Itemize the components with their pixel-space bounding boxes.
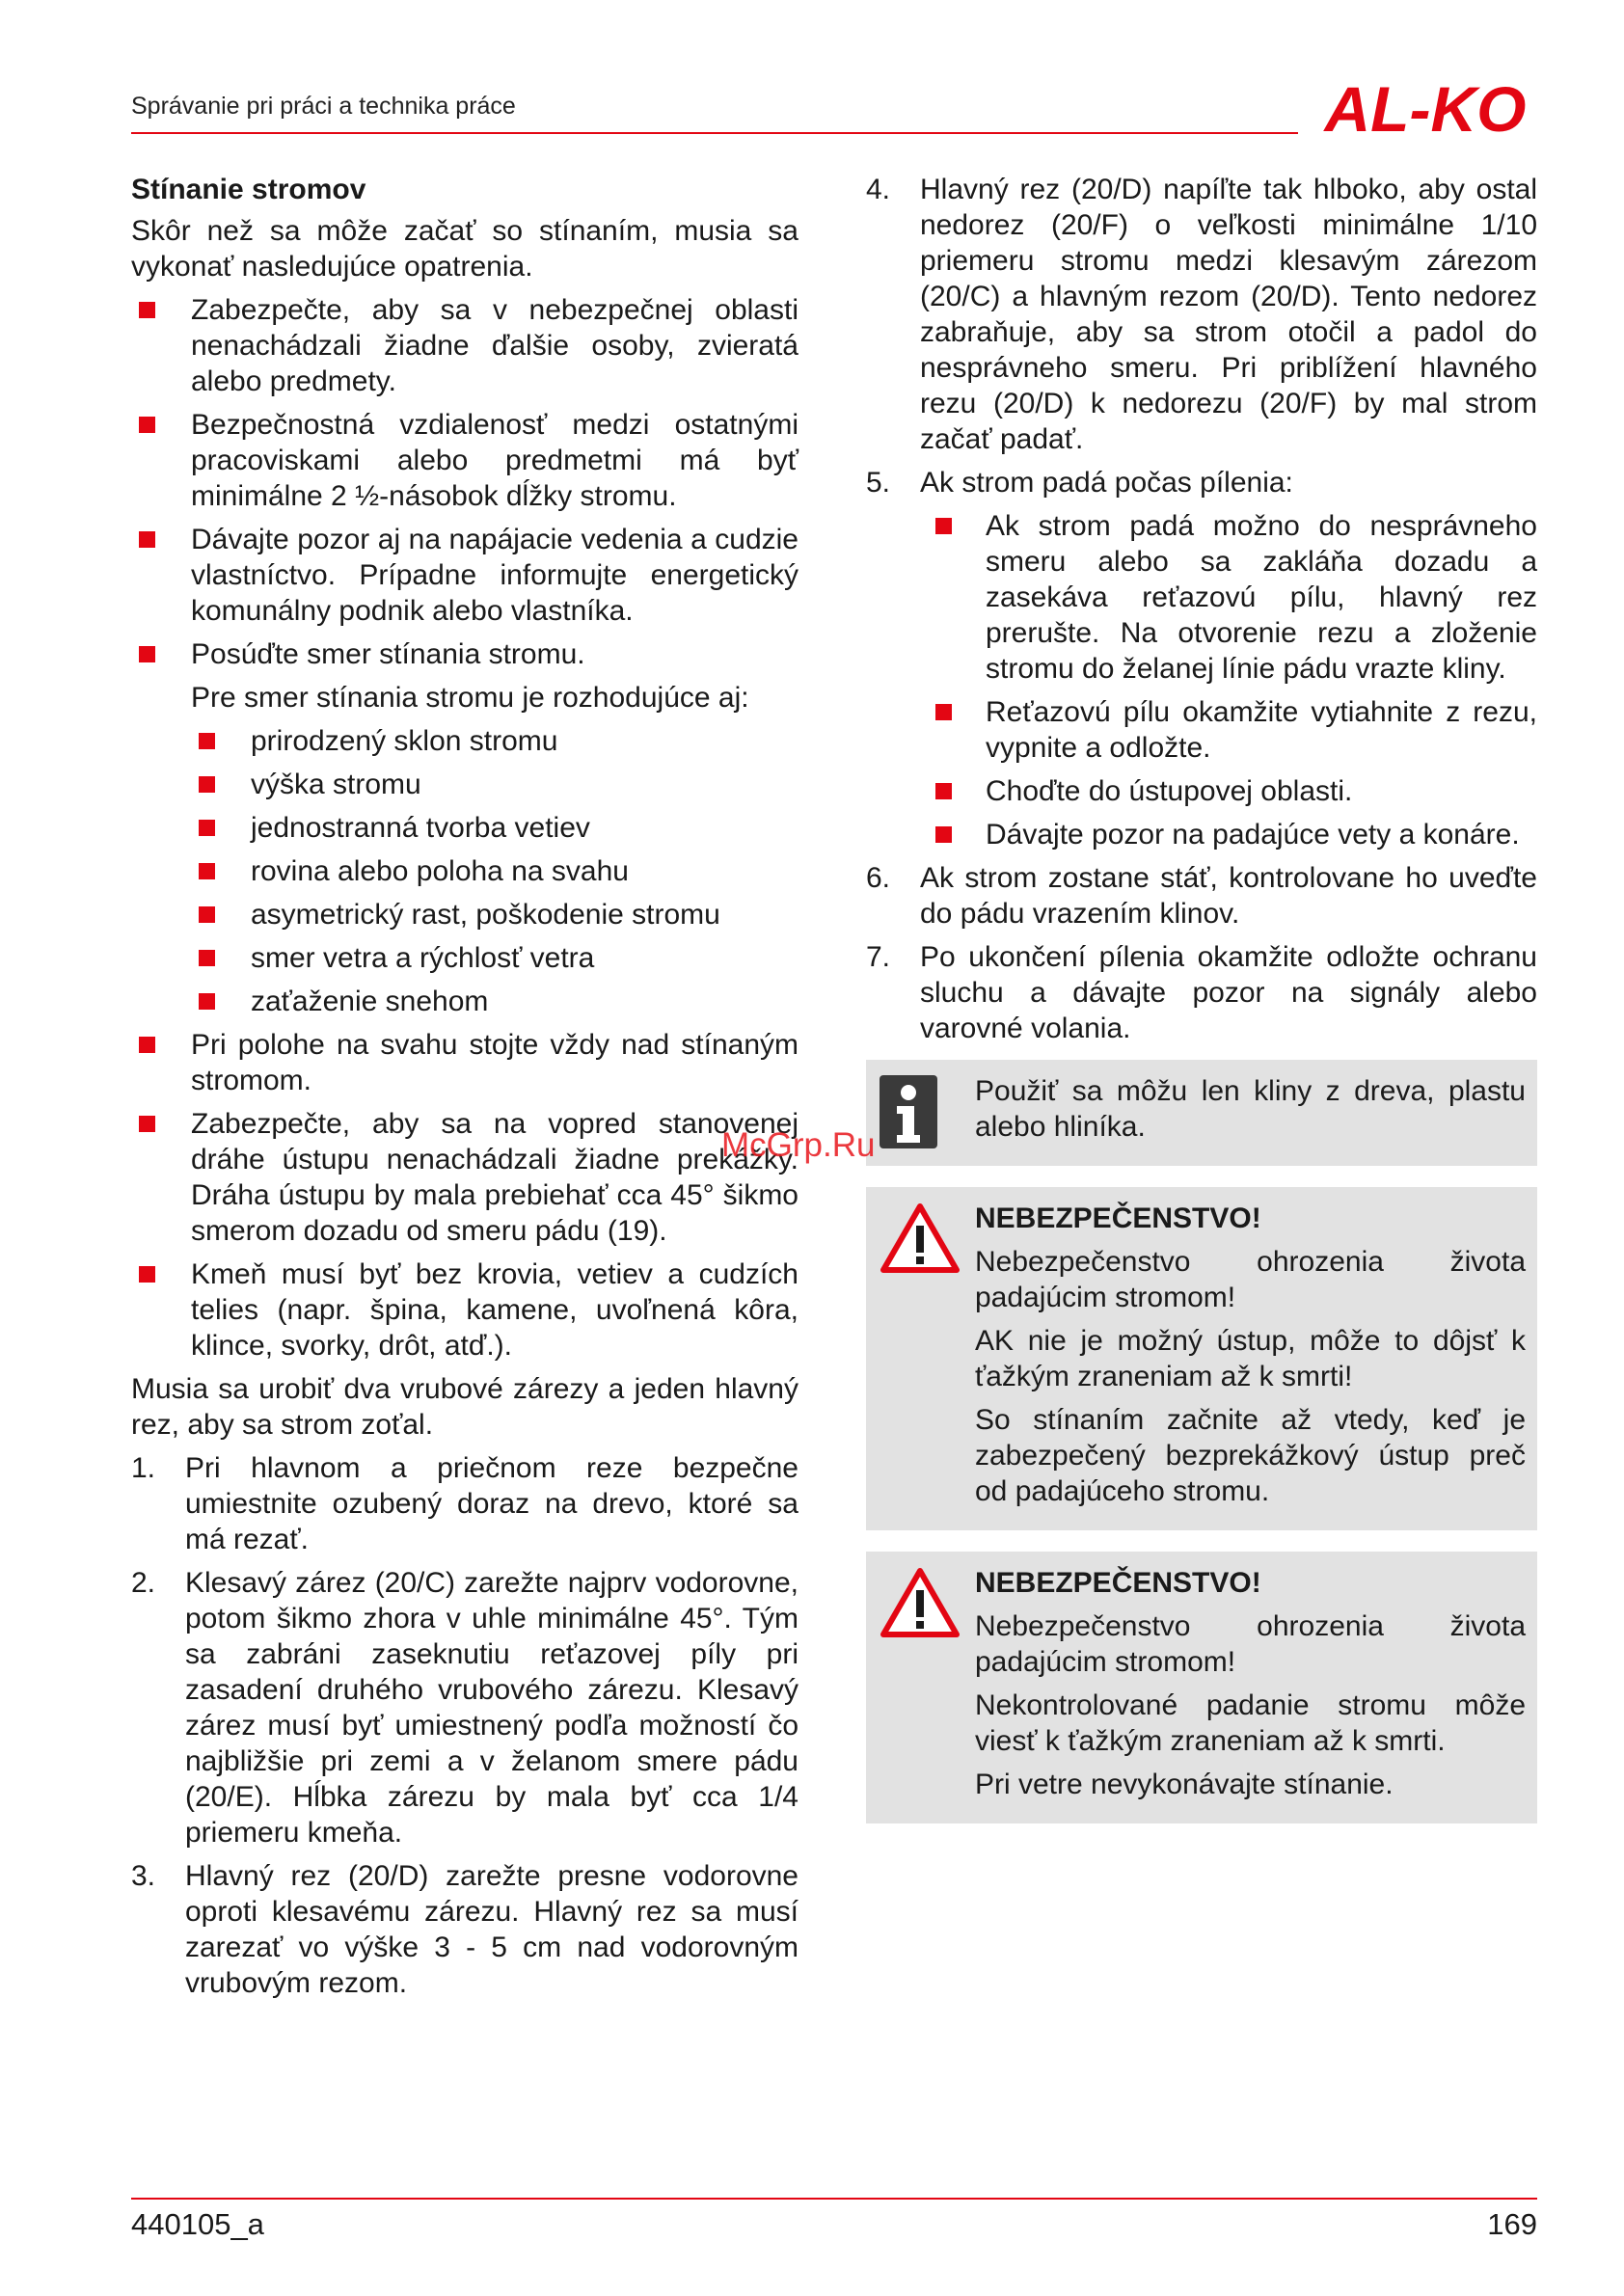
bullet-square-icon (139, 1116, 155, 1132)
bullet-square-icon (935, 826, 952, 843)
list-item: Dávajte pozor na padajúce vety a konáre. (866, 817, 1537, 852)
list-item: smer vetra a rýchlosť vetra (131, 940, 798, 976)
steps-list-end (866, 860, 1537, 1046)
bullet-square-icon (935, 704, 952, 720)
danger-title: NEBEZPEČENSTVO! (975, 1567, 1261, 1599)
bullet-square-icon (199, 820, 215, 836)
steps-list (131, 1450, 798, 2001)
left-column (131, 172, 798, 2009)
info-box (866, 1060, 1537, 1166)
list-item: Zabezpečte, aby sa na vopred stanovenej dráhe ústupu nenachádzali žiadne prekážky. Dráha ústupu by mala prebiehať cca 45° šikmo smerom dozadu od smeru pádu (19). (131, 1106, 798, 1249)
step-item: 5. Ak strom padá počas pílenia: (866, 467, 1293, 499)
header-divider (131, 132, 1298, 134)
logo-text: AL-KO (1324, 77, 1527, 141)
danger-title: NEBEZPEČENSTVO! (975, 1202, 1261, 1234)
list-item: Bezpečnostná vzdialenosť medzi ostatnými pracoviskami alebo predmetmi má byť minimálne 2 ½-násobok dĺžky stromu. (131, 407, 798, 514)
step-item: 2. Klesavý zárez (20/C) zarežte najprv vodorovne, potom šikmo zhora v uhle minimálne 45°. Tým sa zabráni zaseknutiu reťazovej píly pri zasadení druhého vrubového zárezu. Klesavý zárez musí byť umiestnený podľa možností čo najbližšie pri zemi a v želanom smere pádu (20/E). Hĺbka zárezu by mala byť cca 1/4 priemeru kmeňa. (131, 1567, 798, 1849)
list-item: asymetrický rast, poškodenie stromu (131, 897, 798, 932)
danger-box-2 (866, 1552, 1537, 1823)
warning-icon (880, 1567, 961, 1638)
bullet-square-icon (199, 993, 215, 1010)
step-item: 3. Hlavný rez (20/D) zarežte presne vodorovne oproti klesavému zárezu. Hlavný rez sa musí zarezať vo výške 3 - 5 cm nad vodorovným vrubovým rezom. (131, 1860, 798, 1999)
alko-logo (1313, 77, 1537, 141)
step-item: 4. Hlavný rez (20/D) napíľte tak hlboko, aby ostal nedorez (20/F) o veľkosti minimálne 1/10 priemeru stromu medzi klesavým zárezom (20/C) a hlavným rezom (20/D). Tento nedorez zabraňuje, aby sa strom otočil a padol do nesprávneho smeru. Pri priblížení hlavného rezu (20/D) k nedorezu (20/F) by mal strom začať padať. (866, 174, 1537, 455)
watermark: McGrp.Ru (721, 1126, 876, 1164)
danger-text: Pri vetre nevykonávajte stínanie. (975, 1769, 1394, 1800)
bullet-square-icon (935, 518, 952, 534)
info-text: Použiť sa môžu len kliny z dreva, plastu alebo hliníka. (975, 1075, 1526, 1143)
list-item: výška stromu (131, 767, 798, 802)
list-item: Reťazovú pílu okamžite vytiahnite z rezu, vypnite a odložte. (866, 694, 1537, 766)
list-item: jednostranná tvorba vetiev (131, 810, 798, 846)
bullet-square-icon (935, 783, 952, 799)
direction-factors-list (131, 723, 798, 1019)
bullet-square-icon (139, 531, 155, 548)
list-item: Pri polohe na svahu stojte vždy nad stínaným stromom. (131, 1027, 798, 1098)
steps-list-continued (866, 172, 1537, 500)
bullet-square-icon (199, 950, 215, 966)
page-number: 169 (1487, 2207, 1537, 2241)
danger-box-1 (866, 1187, 1537, 1530)
list-item: Posúďte smer stínania stromu. (131, 636, 798, 672)
bullet-square-icon (199, 776, 215, 793)
warning-icon (880, 1202, 961, 1274)
list-item: Choďte do ústupovej oblasti. (866, 773, 1537, 809)
list-item: Dávajte pozor aj na napájacie vedenia a cudzie vlastníctvo. Prípadne informujte energetický komunálny podnik alebo vlastníka. (131, 522, 798, 629)
precaution-list (131, 292, 798, 672)
sub-intro: Pre smer stínania stromu je rozhodujúce aj: (191, 682, 749, 714)
info-icon (880, 1075, 937, 1148)
list-item: prirodzený sklon stromu (131, 723, 798, 759)
step-item: 6. Ak strom zostane stáť, kontrolovane ho uveďte do pádu vrazením klinov. (866, 862, 1537, 930)
section-heading: Stínanie stromov (131, 174, 366, 205)
list-item: Kmeň musí byť bez krovia, vetiev a cudzích telies (napr. špina, kamene, uvoľnená kôra, klince, svorky, drôt, atď.). (131, 1256, 798, 1364)
cuts-paragraph: Musia sa urobiť dva vrubové zárezy a jeden hlavný rez, aby sa strom zoťal. (131, 1373, 798, 1441)
danger-text: Nekontrolované padanie stromu môže viesť k ťažkým zraneniam až k smrti. (975, 1689, 1526, 1757)
danger-text: Nebezpečenstvo ohrozenia života padajúcim stromom! (975, 1610, 1526, 1678)
bullet-square-icon (199, 906, 215, 923)
bullet-square-icon (139, 1037, 155, 1053)
bullet-square-icon (199, 733, 215, 749)
step-item: 7. Po ukončení pílenia okamžite odložte ochranu sluchu a dávajte pozor na signály alebo varovné volania. (866, 941, 1537, 1044)
bullet-square-icon (139, 302, 155, 318)
bullet-square-icon (139, 1266, 155, 1283)
list-item: zaťaženie snehom (131, 984, 798, 1019)
bullet-square-icon (139, 417, 155, 433)
precaution-list-2 (131, 1027, 798, 1364)
footer-divider (131, 2198, 1537, 2200)
step5-list (866, 508, 1537, 852)
document-code: 440105_a (131, 2207, 264, 2241)
danger-text: So stínaním začnite až vtedy, keď je zabezpečený bezprekážkový ústup preč od padajúceho stromu. (975, 1404, 1526, 1507)
right-column (866, 172, 1537, 1845)
step-item: 1. Pri hlavnom a priečnom reze bezpečne umiestnite ozubený doraz na drevo, ktoré sa má rezať. (131, 1452, 798, 1555)
list-item: rovina alebo poloha na svahu (131, 853, 798, 889)
header-title: Správanie pri práci a technika práce (131, 93, 516, 120)
danger-text: AK nie je možný ústup, môže to dôjsť k ťažkým zraneniam až k smrti! (975, 1325, 1526, 1392)
bullet-square-icon (199, 863, 215, 879)
intro-paragraph: Skôr než sa môže začať so stínaním, musia sa vykonať nasledujúce opatrenia. (131, 215, 798, 283)
danger-text: Nebezpečenstvo ohrozenia života padajúcim stromom! (975, 1246, 1526, 1313)
bullet-square-icon (139, 646, 155, 662)
list-item: Zabezpečte, aby sa v nebezpečnej oblasti nenachádzali žiadne ďalšie osoby, zvieratá alebo predmety. (131, 292, 798, 399)
list-item: Ak strom padá možno do nesprávneho smeru alebo sa zakláňa dozadu a zasekáva reťazovú pílu, hlavný rez prerušte. Na otvorenie rezu a zloženie stromu do želanej línie pádu vrazte kliny. (866, 508, 1537, 687)
